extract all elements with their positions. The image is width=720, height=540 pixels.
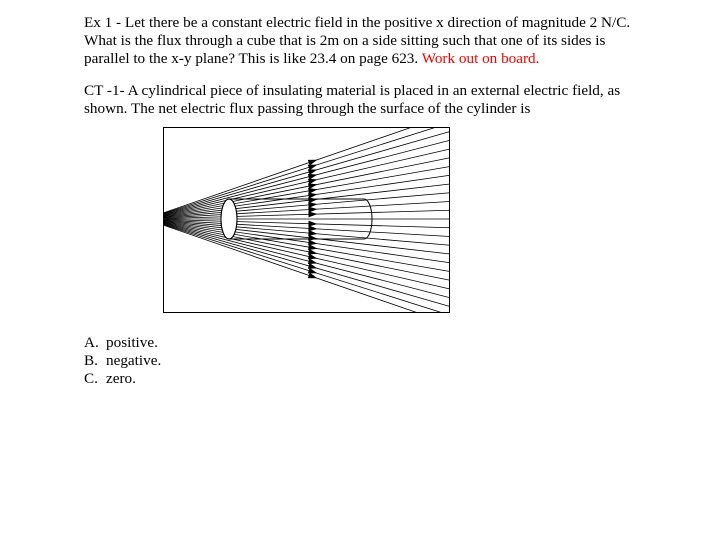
choice-letter: A.	[84, 334, 99, 351]
work-on-board-note: Work out on board.	[421, 50, 540, 67]
concept-test-1-question: CT -1- A cylindrical piece of insulating material is placed in an external electric field, as shown. The net electric flux passing through the surface of the cylinder is	[84, 82, 621, 117]
choice-letter: C.	[84, 370, 98, 387]
electric-field-figure	[163, 127, 450, 313]
choice-letter: B.	[84, 352, 98, 369]
choice-c[interactable]	[84, 370, 161, 388]
choice-text: zero.	[106, 370, 136, 387]
answer-choices	[84, 334, 161, 388]
choice-b[interactable]	[84, 352, 161, 370]
example-1-paragraph	[84, 14, 644, 68]
choice-a[interactable]	[84, 334, 161, 352]
choice-text: positive.	[106, 334, 158, 351]
figure-border	[164, 128, 450, 313]
example-1-text: Ex 1 - Let there be a constant electric field in the positive x direction of magnitude 2 N/C. What is the flux through a cube that is 2m on a side sitting such that one of its sides is parallel to the x-y plane? This is like 23.4 on page 623.	[84, 14, 631, 67]
choice-text: negative.	[106, 352, 162, 369]
